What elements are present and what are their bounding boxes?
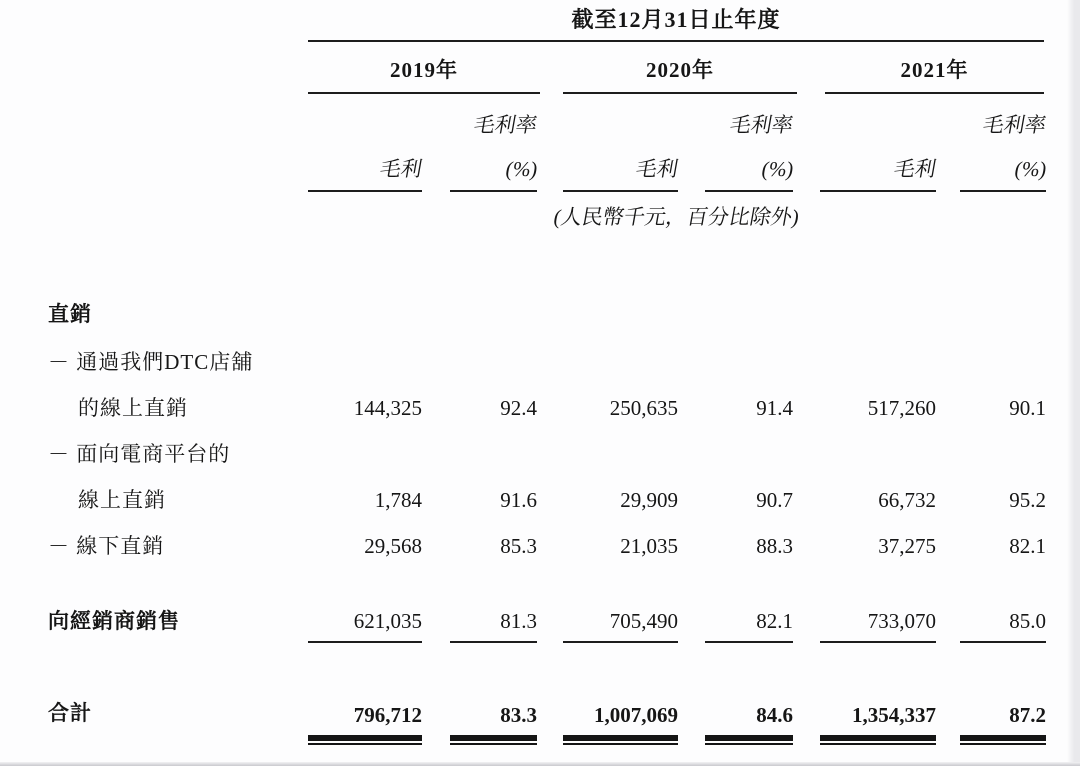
row-label: － 線下直銷 — [48, 534, 165, 558]
table-row — [0, 376, 1046, 422]
column-header-profit-2021 — [793, 94, 939, 192]
page-bottom-edge-line — [0, 762, 1080, 766]
margin-header-percent: (%) — [503, 157, 540, 181]
cell-value: 82.1 — [1009, 534, 1046, 558]
table-row-total — [0, 697, 1046, 741]
margin-header-label: 毛利率 — [471, 113, 540, 137]
margin-header-percent: (%) — [1012, 157, 1049, 181]
profit-header-label: 毛利 — [633, 157, 681, 181]
column-header-margin-2019 — [422, 94, 540, 192]
table-row — [0, 422, 1046, 468]
unit-note: (人民幣千元，百分比除外) — [551, 205, 801, 229]
cell-value: 82.1 — [705, 607, 793, 643]
row-label: 向經銷商銷售 — [48, 609, 180, 633]
cell-value: 29,568 — [364, 534, 422, 558]
cell-value: 144,325 — [353, 396, 422, 420]
cell-value: 91.6 — [500, 488, 537, 512]
cell-value: 517,260 — [867, 396, 936, 420]
cell-value: 85.3 — [500, 534, 537, 558]
cell-value: 250,635 — [609, 396, 678, 420]
column-header-row — [0, 94, 1049, 192]
column-header-profit-2019 — [300, 94, 425, 192]
profit-header-label: 毛利 — [377, 157, 425, 181]
total-label: 合計 — [48, 701, 92, 725]
year-label-2021: 2021年 — [825, 42, 1044, 94]
margin-header-percent: (%) — [759, 157, 796, 181]
cell-value: 1,007,069 — [563, 701, 678, 741]
table-row — [0, 330, 1046, 376]
row-label: 的線上直銷 — [78, 396, 188, 420]
year-header-row — [308, 42, 1080, 94]
column-header-margin-2021 — [936, 94, 1049, 192]
column-header-margin-2020 — [678, 94, 796, 192]
cell-value: 95.2 — [1009, 488, 1046, 512]
year-gap — [797, 42, 825, 94]
profit-header-label: 毛利 — [891, 157, 939, 181]
cell-value: 1,354,337 — [820, 701, 936, 741]
margin-header-label: 毛利率 — [980, 113, 1049, 137]
cell-value: 29,909 — [620, 488, 678, 512]
row-label: 線上直銷 — [78, 488, 166, 512]
cell-value: 796,712 — [308, 701, 422, 741]
column-header-spacer — [0, 94, 300, 192]
cell-value: 37,275 — [878, 534, 936, 558]
row-label: － 通過我們DTC店舖 — [48, 350, 254, 374]
page-right-edge-shade — [1067, 0, 1080, 766]
cell-value: 705,490 — [563, 607, 678, 643]
year-label-2019: 2019年 — [308, 42, 540, 94]
cell-value: 66,732 — [878, 488, 936, 512]
cell-value: 92.4 — [500, 396, 537, 420]
cell-value: 1,784 — [374, 488, 422, 512]
year-label-2020: 2020年 — [563, 42, 797, 94]
cell-value: 81.3 — [450, 607, 537, 643]
row-label: － 面向電商平台的 — [48, 442, 231, 466]
cell-value: 733,070 — [820, 607, 936, 643]
cell-value: 21,035 — [620, 534, 678, 558]
cell-value: 621,035 — [308, 607, 422, 643]
cell-value: 84.6 — [705, 701, 793, 741]
table-row-distributors — [0, 597, 1046, 643]
period-header: 截至12月31日止年度 — [571, 7, 781, 32]
table-row — [0, 514, 1046, 560]
column-header-profit-2020 — [537, 94, 681, 192]
margin-header-label: 毛利率 — [727, 113, 796, 137]
cell-value: 83.3 — [450, 701, 537, 741]
table-row — [0, 468, 1046, 514]
year-gap — [540, 42, 563, 94]
section-label-direct-sales: 直銷 — [48, 302, 92, 326]
cell-value: 90.7 — [756, 488, 793, 512]
cell-value: 90.1 — [1009, 396, 1046, 420]
cell-value: 88.3 — [756, 534, 793, 558]
cell-value: 87.2 — [960, 701, 1046, 741]
cell-value: 85.0 — [960, 607, 1046, 643]
cell-value: 91.4 — [756, 396, 793, 420]
